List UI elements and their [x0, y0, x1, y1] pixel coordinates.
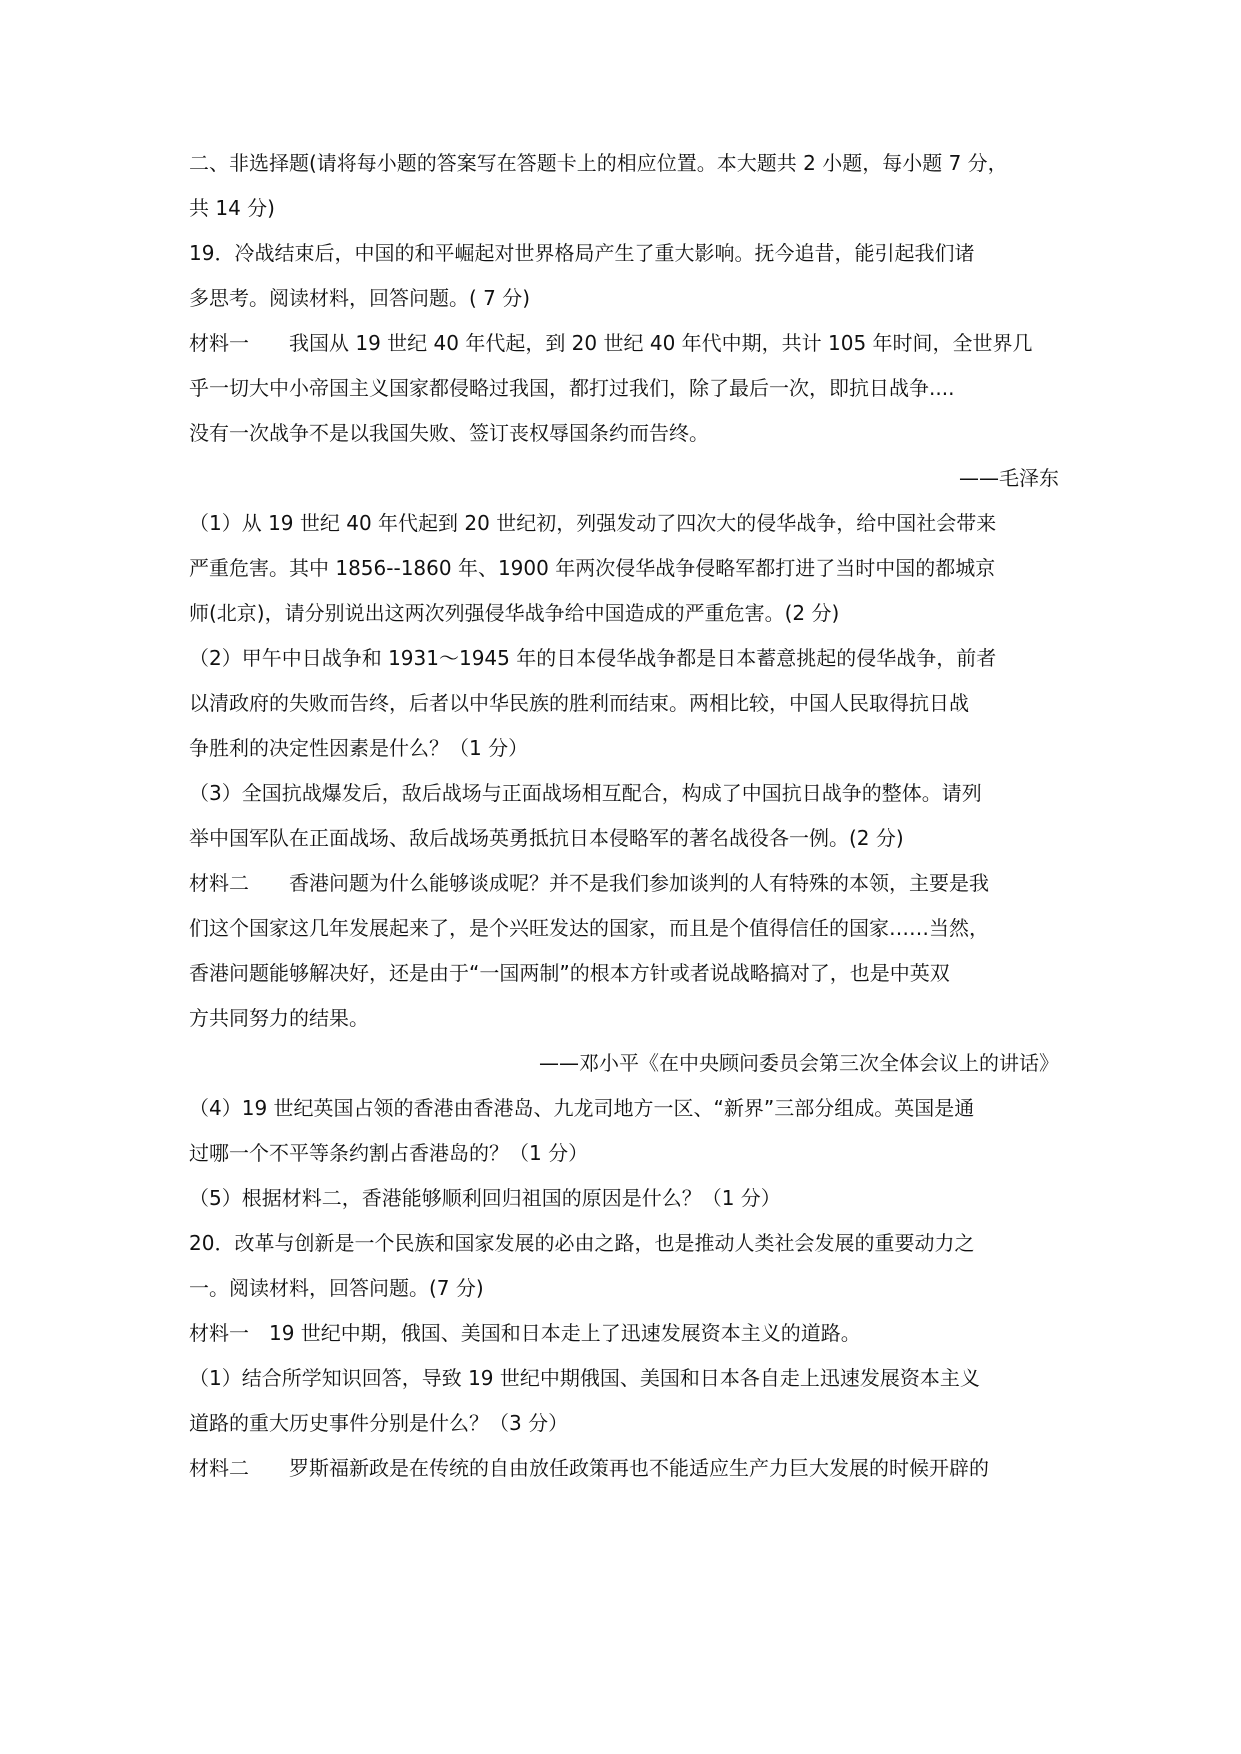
text-line: 道路的重大历史事件分别是什么？（3 分）	[189, 1411, 569, 1435]
text-line: 二、非选择题(请将每小题的答案写在答题卡上的相应位置。本大题共 2 小题，每小题 7 分，	[189, 151, 1008, 175]
text-line: 争胜利的决定性因素是什么？（1 分）	[189, 736, 529, 760]
text-line: 共 14 分)	[189, 196, 275, 220]
text-line: 材料二 罗斯福新政是在传统的自由放任政策再也不能适应生产力巨大发展的时候开辟的	[189, 1456, 989, 1480]
text-line: （2）甲午中日战争和 1931～1945 年的日本侵华战争都是日本蓄意挑起的侵华战争，前者	[189, 646, 997, 670]
text-line: 一。阅读材料，回答问题。(7 分)	[189, 1276, 484, 1300]
text-line: 们这个国家这几年发展起来了，是个兴旺发达的国家，而且是个值得信任的国家……当然，	[189, 916, 989, 940]
text-line: 材料二 香港问题为什么能够谈成呢？并不是我们参加谈判的人有特殊的本领，主要是我	[189, 871, 989, 895]
text-line: （3）全国抗战爆发后，敌后战场与正面战场相互配合，构成了中国抗日战争的整体。请列	[189, 781, 982, 805]
text-line: （1）从 19 世纪 40 年代起到 20 世纪初，列强发动了四次大的侵华战争，给中国社会带来	[189, 511, 997, 535]
text-line: 20．改革与创新是一个民族和国家发展的必由之路，也是推动人类社会发展的重要动力之	[189, 1231, 975, 1255]
text-line: 材料一 我国从 19 世纪 40 年代起，到 20 世纪 40 年代中期，共计 105 年时间，全世界几	[189, 331, 1033, 355]
text-line: 举中国军队在正面战场、敌后战场英勇抵抗日本侵略军的著名战役各一例。(2 分)	[189, 826, 904, 850]
text-line: （4）19 世纪英国占领的香港由香港岛、九龙司地方一区、“新界”三部分组成。英国是通	[189, 1096, 975, 1120]
text-line: 19．冷战结束后，中国的和平崛起对世界格局产生了重大影响。抚今追昔，能引起我们诸	[189, 241, 975, 265]
text-line: 以清政府的失败而告终，后者以中华民族的胜利而结束。两相比较，中国人民取得抗日战	[189, 691, 969, 715]
text-line: 乎一切大中小帝国主义国家都侵略过我国，都打过我们，除了最后一次，即抗日战争....	[189, 376, 955, 400]
text-line: 材料一 19 世纪中期，俄国、美国和日本走上了迅速发展资本主义的道路。	[189, 1321, 861, 1345]
attribution-line: ——邓小平《在中央顾问委员会第三次全体会议上的讲话》	[539, 1051, 1059, 1075]
document-body	[189, 149, 1059, 1499]
text-line: 没有一次战争不是以我国失败、签订丧权辱国条约而告终。	[189, 421, 709, 445]
attribution-line: ——毛泽东	[959, 466, 1059, 490]
text-line: 方共同努力的结果。	[189, 1006, 369, 1030]
text-line: （5）根据材料二，香港能够顺利回归祖国的原因是什么？（1 分）	[189, 1186, 781, 1210]
text-line: （1）结合所学知识回答，导致 19 世纪中期俄国、美国和日本各自走上迅速发展资本主义	[189, 1366, 980, 1390]
text-line: 严重危害。其中 1856--1860 年、1900 年两次侵华战争侵略军都打进了当时中国的都城京	[189, 556, 996, 580]
text-line: 多思考。阅读材料，回答问题。( 7 分)	[189, 286, 531, 310]
text-line: 过哪一个不平等条约割占香港岛的？（1 分）	[189, 1141, 589, 1165]
text-line: 香港问题能够解决好，还是由于“一国两制”的根本方针或者说战略搞对了，也是中英双	[189, 961, 950, 985]
text-line: 师(北京)，请分别说出这两次列强侵华战争给中国造成的严重危害。(2 分)	[189, 601, 840, 625]
